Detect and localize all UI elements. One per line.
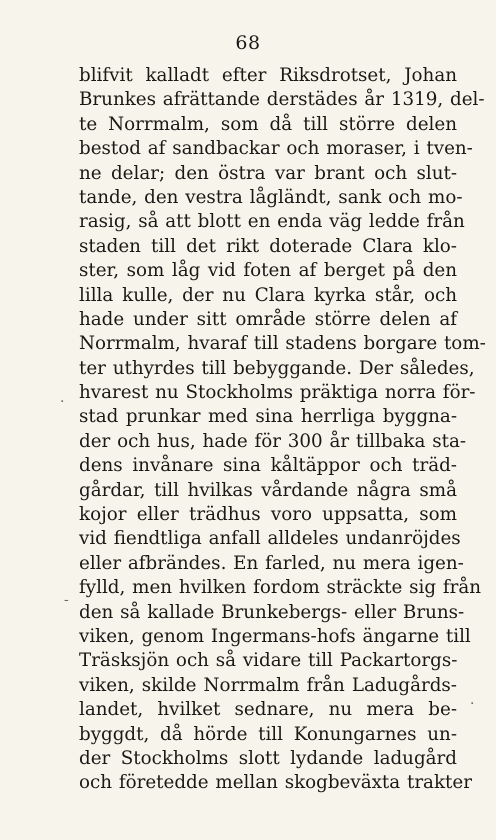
text-line: gårdar, till hvilkas vårdande några små (79, 479, 457, 501)
text-line: byggdt, då hörde till Konungarnes un- (79, 723, 457, 745)
text-line: stad prunkar med sina herrliga byggna- (79, 406, 457, 428)
text-line: hvarest nu Stockholms präktiga norra för- (79, 382, 476, 404)
text-line: eller afbrändes. En farled, nu mera igen- (79, 552, 464, 574)
margin-speck: · (470, 696, 475, 712)
text-line: Träsksjön och så vidare till Packartorgs- (79, 650, 458, 672)
text-line: Norrmalm, hvaraf till stadens borgare tom- (79, 333, 486, 355)
page-number: 68 (235, 32, 261, 54)
text-line: der Stockholms slott lydande ladugård (79, 747, 457, 769)
text-line: viken, genom Ingermans-hofs ängarne till (79, 625, 471, 647)
text-line: staden till det rikt doterade Clara klo- (79, 235, 457, 257)
text-line: dens invånare sina kåltäppor och träd- (79, 455, 457, 477)
text-line: landet, hvilket sednare, nu mera be- (79, 699, 457, 721)
body-text (79, 64, 486, 796)
text-line: den så kallade Brunkebergs- eller Bruns- (79, 601, 465, 623)
text-line: fylld, men hvilken fordom sträckte sig från (79, 577, 482, 599)
text-line: kojor eller trädhus voro uppsatta, som (79, 504, 457, 526)
text-line: och företedde mellan skogbeväxta trakter (79, 772, 472, 794)
text-line: lilla kulle, der nu Clara kyrka står, och (79, 284, 457, 306)
text-line: vid fiendtliga anfall alldeles undanröjdes (79, 528, 461, 550)
text-line: bestod af sandbackar och moraser, i tven- (79, 138, 473, 160)
text-line: ter uthyrdes till bebyggande. Der således, (79, 357, 475, 379)
text-line: viken, skilde Norrmalm från Ladugårds- (79, 674, 457, 696)
text-line: ne delar; den östra var brant och slut- (79, 162, 457, 184)
text-line: blifvit kalladt efter Riksdrotset, Johan (79, 65, 457, 86)
margin-speck: · (60, 394, 65, 410)
margin-speck: - (64, 592, 69, 608)
text-line: rasig, så att blott en enda väg ledde från (79, 211, 465, 233)
text-line: der och hus, hade för 300 år tillbaka sta- (79, 430, 467, 452)
text-line: te Norrmalm, som då till större delen (79, 113, 457, 135)
text-line: tande, den vestra lågländt, sank och mo- (79, 186, 463, 208)
text-line: ster, som låg vid foten af berget på den (79, 260, 457, 282)
text-line: Brunkes afrättande derstädes år 1319, del- (79, 89, 485, 111)
text-line: hade under sitt område större delen af (79, 308, 457, 330)
